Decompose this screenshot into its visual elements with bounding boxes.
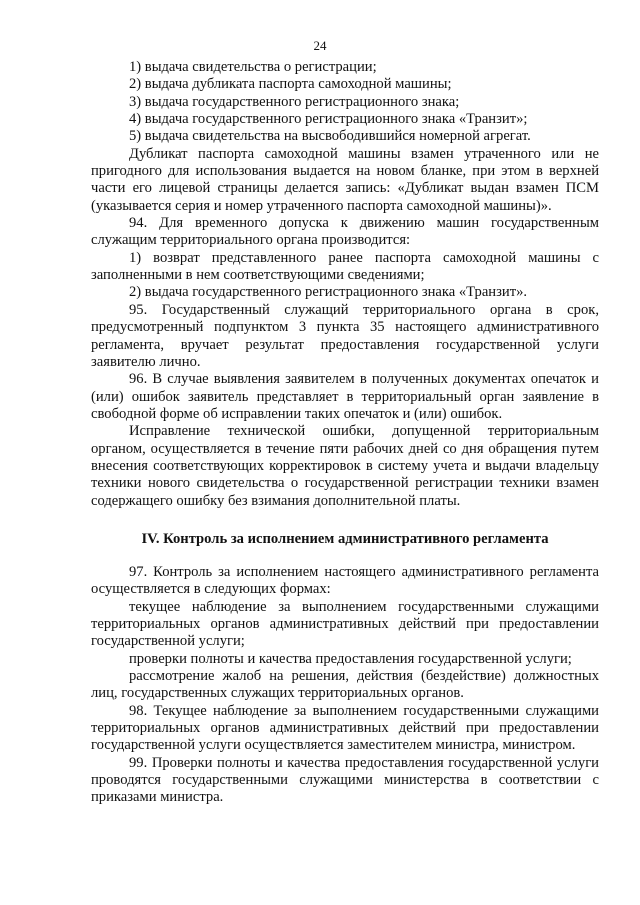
list-item-4: 4) выдача государственного регистрационного знака «Транзит»; — [129, 111, 528, 128]
paragraph-98: 98. Текущее наблюдение за выполнением государственными служащими территориальных органов административных действий при предоставлении государственной услуги осуществляется заместителем министра, министром. — [91, 702, 599, 754]
paragraph-duplicate-passport: Дубликат паспорта самоходной машины взамен утраченного или не пригодного для использования выдается на новом бланке, при этом в верхней части его лицевой страницы делается запись: «Дубликат выдан взамен ПСМ (указывается серия и номер утраченного паспорта самоходной машины)». — [91, 145, 599, 214]
page-number: 24 — [313, 38, 327, 53]
list-item-5: 5) выдача свидетельства на высвободившийся номерной агрегат. — [129, 128, 531, 145]
list-item-1: 1) выдача свидетельства о регистрации; — [129, 59, 377, 75]
paragraph-95: 95. Государственный служащий территориального органа в срок, предусмотренный подпунктом 3 пункта 35 настоящего административного регламента, вручает результат предоставления государственной услуги заявителю лично. — [91, 301, 599, 370]
paragraph-97-form-3: рассмотрение жалоб на решения, действия (бездействие) должностных лиц, государственных служащих территориальных органов. — [91, 668, 599, 702]
list-item-2: 2) выдача дубликата паспорта самоходной машины; — [129, 76, 452, 93]
document-body — [91, 59, 599, 807]
paragraph-94: 94. Для временного допуска к движению машин государственным служащим территориального органа производится: — [91, 215, 599, 249]
paragraph-97-form-2: проверки полноты и качества предоставления государственной услуги; — [129, 650, 572, 667]
paragraph-94-item-1: 1) возврат представленного ранее паспорта самоходной машины с заполненными в нем соответствующими сведениями; — [91, 249, 599, 284]
paragraph-technical-error: Исправление технической ошибки, допущенной территориальным органом, осуществляется в течение пяти рабочих дней со дня обращения путем внесения соответствующих корректировок в систему учета и выдачи владельцу техники нового свидетельства о государственной регистрации техники взамен содержащего ошибку без взимания дополнительной платы. — [91, 423, 599, 509]
paragraph-96: 96. В случае выявления заявителем в полученных документах опечаток и (или) ошибок заявитель представляет в территориальный орган заявление в свободной форме об исправлении таких опечаток и (или) ошибок. — [91, 371, 599, 422]
paragraph-94-item-2: 2) выдача государственного регистрационного знака «Транзит». — [129, 284, 528, 301]
paragraph-97: 97. Контроль за исполнением настоящего административного регламента осуществляется в следующих формах: — [91, 563, 599, 598]
paragraph-97-form-1: текущее наблюдение за выполнением государственными служащими территориальных органов административных действий при предоставлении государственной услуги; — [91, 598, 599, 650]
section-heading: IV. Контроль за исполнением административного регламента — [141, 530, 549, 547]
list-item-3: 3) выдача государственного регистрационного знака; — [129, 93, 460, 110]
paragraph-99: 99. Проверки полноты и качества предоставления государственной услуги проводятся государственными служащими министерства в соответствии с приказами министра. — [91, 754, 599, 806]
